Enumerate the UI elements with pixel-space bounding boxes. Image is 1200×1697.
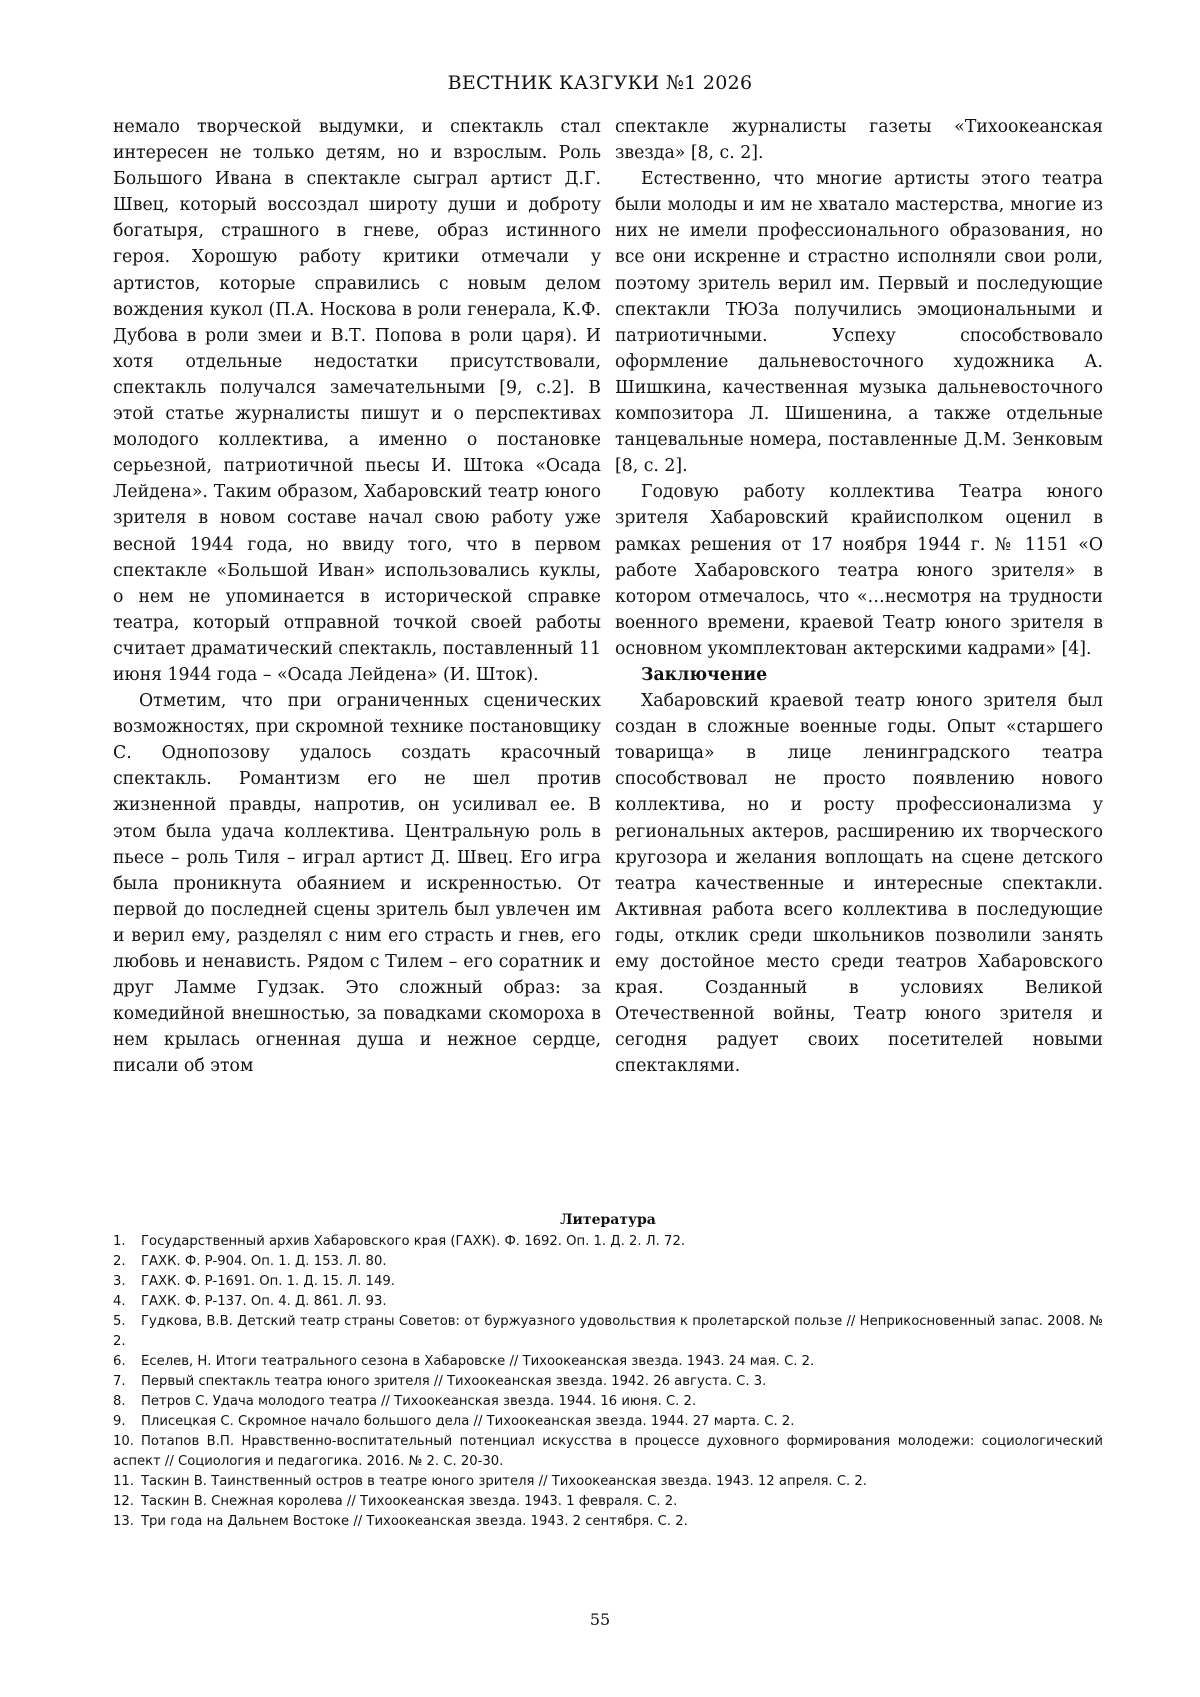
reference-number: 5. bbox=[113, 1314, 126, 1329]
reference-number: 12. bbox=[113, 1494, 134, 1509]
reference-item bbox=[113, 1372, 1103, 1392]
reference-text: Плисецкая С. Скромное начало большого дела // Тихоокеанская звезда. 1944. 27 марта. С. 2. bbox=[141, 1414, 795, 1429]
paragraph: немало творческой выдумки, и спектакль стал интересен не только детям, но и взрослым. Роль Большого Ивана в спектакле сыграл артист Д.Г. Швец, который воссоздал широту души и доброту богатыря, страшного в гневе, образ истинного героя. Хорошую работу критики отмечали у артистов, которые справились с новым делом вождения кукол (П.А. Носкова в роли генерала, К.Ф. Дубова в роли змеи и В.Т. Попова в роли царя). И хотя отдельные недостатки присутствовали, спектакль получался замечательными [9, с.2]. В этой статье журналисты пишут и о перспективах молодого коллектива, а именно о постановке серьезной, патриотичной пьесы И. Штока «Осада Лейдена». Таким образом, Хабаровский театр юного зрителя в новом составе начал свою работу уже весной 1944 года, но ввиду того, что в первом спектакле «Большой Иван» использовались куклы, о нем не упоминается в исторической справке театра, который отправной точкой своей работы считает драматический спектакль, поставленный 11 июня 1944 года – «Осада Лейдена» (И. Шток). bbox=[113, 117, 601, 685]
reference-number: 4. bbox=[113, 1294, 126, 1309]
reference-number: 10. bbox=[113, 1434, 134, 1449]
references-section bbox=[113, 1210, 1103, 1532]
paragraph: Естественно, что многие артисты этого театра были молоды и им не хватало мастерства, многие из них не имели профессионального образования, но все они искренне и страстно исполняли свои роли, поэтому зритель верил им. Первый и последующие спектакли ТЮЗа получились эмоциональными и патриотичными. Успеху способствовало оформление дальневосточного художника А. Шишкина, качественная музыка дальневосточного композитора Л. Шишенина, а также отдельные танцевальные номера, поставленные Д.М. Зенковым [8, с. 2]. bbox=[615, 169, 1103, 477]
reference-text: ГАХК. Ф. Р-137. Оп. 4. Д. 861. Л. 93. bbox=[141, 1294, 387, 1309]
paragraph: Годовую работу коллектива Театра юного зрителя Хабаровский крайисполком оценил в рамках решения от 17 ноября 1944 г. № 1151 «О работе Хабаровского театра юного зрителя» в котором отмечалось, что «…несмотря на трудности военного времени, краевой Театр юного зрителя в основном укомплектован актерскими кадрами» [4]. bbox=[615, 482, 1103, 659]
page-number: 55 bbox=[589, 1610, 611, 1629]
reference-number: 2. bbox=[113, 1254, 126, 1269]
reference-item bbox=[113, 1232, 1103, 1252]
reference-text: Еселев, Н. Итоги театрального сезона в Хабаровске // Тихоокеанская звезда. 1943. 24 мая. С. 2. bbox=[141, 1354, 815, 1369]
references-title: Литература bbox=[560, 1212, 656, 1228]
reference-text: Первый спектакль театра юного зрителя // Тихоокеанская звезда. 1942. 26 августа. С. 3. bbox=[141, 1374, 767, 1389]
reference-text: Потапов В.П. Нравственно-воспитательный потенциал искусства в процессе духовного формирования молодежи: социологический аспект // Социология и педагогика. 2016. № 2. С. 20-30. bbox=[113, 1434, 1103, 1469]
reference-item bbox=[113, 1472, 1103, 1492]
left-column bbox=[113, 114, 601, 1079]
reference-item bbox=[113, 1292, 1103, 1312]
reference-number: 11. bbox=[113, 1474, 134, 1489]
references-list bbox=[113, 1232, 1103, 1532]
reference-text: Государственный архив Хабаровского края (ГАХК). Ф. 1692. Оп. 1. Д. 2. Л. 72. bbox=[141, 1234, 686, 1249]
reference-item bbox=[113, 1352, 1103, 1372]
reference-item bbox=[113, 1432, 1103, 1472]
reference-item bbox=[113, 1492, 1103, 1512]
right-column bbox=[615, 114, 1103, 1079]
reference-item bbox=[113, 1252, 1103, 1272]
reference-number: 6. bbox=[113, 1354, 126, 1369]
journal-header: ВЕСТНИК КАЗГУКИ №1 2026 bbox=[447, 72, 753, 94]
reference-text: Петров С. Удача молодого театра // Тихоокеанская звезда. 1944. 16 июня. С. 2. bbox=[141, 1394, 697, 1409]
reference-text: Таскин В. Снежная королева // Тихоокеанская звезда. 1943. 1 февраля. С. 2. bbox=[141, 1494, 678, 1509]
paragraph: спектакле журналисты газеты «Тихоокеанская звезда» [8, с. 2]. bbox=[615, 117, 1103, 164]
paragraph: Отметим, что при ограниченных сценических возможностях, при скромной технике постановщику С. Однопозову удалось создать красочный спектакль. Романтизм его не шел против жизненной правды, напротив, он усиливал ее. В этом была удача коллектива. Центральную роль в пьесе – роль Тиля – играл артист Д. Швец. Его игра была проникнута обаянием и искренностью. От первой до последней сцены зритель был увлечен им и верил ему, разделял с ним его страсть и гнев, его любовь и ненависть. Рядом с Тилем – его соратник и друг Ламме Гудзак. Это сложный образ: за комедийной внешностью, за повадками скомороха в нем крылась огненная душа и нежное сердце, писали об этом bbox=[113, 691, 601, 1077]
paragraph: Хабаровский краевой театр юного зрителя был создан в сложные военные годы. Опыт «старшего товарища» в лице ленинградского театра способствовал не просто появлению нового коллектива, но и росту профессионализма у региональных актеров, расширению их творческого кругозора и желания воплощать на сцене детского театра качественные и интересные спектакли. Активная работа всего коллектива в последующие годы, отклик среди школьников позволили занять ему достойное место среди театров Хабаровского края. Созданный в условиях Великой Отечественной войны, Театр юного зрителя и сегодня радует своих посетителей новыми спектаклями. bbox=[615, 691, 1103, 1077]
reference-text: Три года на Дальнем Востоке // Тихоокеанская звезда. 1943. 2 сентября. С. 2. bbox=[141, 1514, 688, 1529]
reference-item bbox=[113, 1312, 1103, 1352]
reference-item bbox=[113, 1392, 1103, 1412]
reference-text: ГАХК. Ф. Р-904. Оп. 1. Д. 153. Л. 80. bbox=[141, 1254, 387, 1269]
reference-number: 3. bbox=[113, 1274, 126, 1289]
reference-text: ГАХК. Ф. Р-1691. Оп. 1. Д. 15. Л. 149. bbox=[141, 1274, 395, 1289]
body-columns bbox=[113, 114, 1103, 1079]
reference-item bbox=[113, 1412, 1103, 1432]
reference-number: 8. bbox=[113, 1394, 126, 1409]
reference-number: 7. bbox=[113, 1374, 126, 1389]
reference-item bbox=[113, 1512, 1103, 1532]
reference-text: Таскин В. Таинственный остров в театре юного зрителя // Тихоокеанская звезда. 1943. 12 апреля. С. 2. bbox=[141, 1474, 867, 1489]
reference-number: 13. bbox=[113, 1514, 134, 1529]
reference-item bbox=[113, 1272, 1103, 1292]
reference-text: Гудкова, В.В. Детский театр страны Советов: от буржуазного удовольствия к пролетарской пользе // Неприкосновенный запас. 2008. № 2. bbox=[113, 1314, 1103, 1349]
reference-number: 9. bbox=[113, 1414, 126, 1429]
section-heading: Заключение bbox=[641, 664, 768, 685]
reference-number: 1. bbox=[113, 1234, 126, 1249]
